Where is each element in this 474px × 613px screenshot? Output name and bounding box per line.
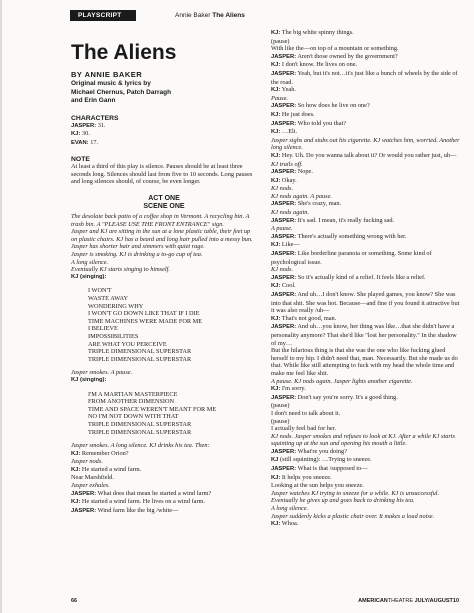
dialogue-text: What does that mean he started a wind farm? (96, 489, 212, 497)
speaker-name: KJ: (71, 450, 81, 457)
credits (71, 80, 257, 106)
dialogue-text: What is that /supposed to— (296, 465, 368, 473)
dialogue-line (271, 86, 463, 95)
dialogue-line (271, 520, 463, 529)
lyric-line: TIME MACHINES WERE MADE FOR ME (88, 317, 203, 325)
dialogue-continuation: I actually feel bad for her. (271, 425, 337, 433)
speaker-cue: KJ (singing): (71, 273, 107, 280)
dialogue-text: He started a wind farm. (80, 465, 142, 473)
play-title: The Aliens (71, 41, 177, 64)
dialogue-text: Like borderline paranoia or something. Some kind of psychological issue. (271, 250, 432, 266)
dialogue-text: I'm sorry. (280, 385, 306, 393)
dialogue-line (71, 490, 257, 499)
speaker-name: KJ: (71, 499, 81, 506)
dialogue-line (271, 70, 463, 86)
dialogue-continuation: Near Marshfield. (71, 474, 115, 482)
page-number: 66 (71, 598, 78, 604)
speaker-name: KJ: (271, 386, 281, 393)
dialogue-line (271, 168, 463, 177)
lyric-line: TRIPLE DIMENSIONAL SUPERSTAR (88, 355, 192, 363)
speaker-name: JASPER: (271, 251, 297, 258)
speaker-name: KJ: (271, 87, 281, 94)
lyric-line: TIME AND SPACE WEREN'T MEANT FOR ME (88, 405, 217, 413)
speaker-name: JASPER: (271, 466, 297, 473)
dialogue-continuation: (pause) (271, 417, 290, 425)
magazine-name: AMERICAN (358, 598, 388, 604)
characters-heading: CHARACTERS (71, 114, 119, 122)
stage-direction: Jasper exhales. (71, 482, 110, 490)
dialogue-text: And uh…you know, her thing was like…that she didn't have a personality anymore? That she'd like "lost her personality." In the shadow of my… (271, 323, 457, 347)
dialogue-line (271, 465, 463, 474)
character-age: 30. (81, 130, 90, 138)
dialogue-text: Aren't those owned by the government? (296, 52, 398, 60)
dialogue-text: The big white spinny things. (280, 29, 354, 36)
dialogue-text: Yeah, but it's not…it's just like a bunch of wheels by the side of the road. (271, 69, 458, 86)
speaker-name: KJ: (271, 62, 281, 69)
dialogue-line (271, 315, 463, 324)
speaker-name: JASPER: (271, 274, 297, 281)
dialogue-line (71, 498, 257, 507)
dialogue-text: Wind farm like the big /white— (96, 506, 179, 514)
dialogue-line (271, 282, 463, 291)
section-tag: PLAYSCRIPT (70, 10, 136, 21)
dialogue-text: Remember Orion? (80, 449, 129, 457)
credit-line: and Erin Gann (71, 97, 116, 104)
stage-direction: KJ nods again. (271, 209, 309, 217)
dialogue-text: And uh…I don't know. She played games, you know? She was into that shit. She was hot. Because—and fine if you found it attractive but it was also really /uh— (271, 291, 460, 315)
lyric-line: NO I'M NOT DOWN WITH THAT (88, 413, 179, 421)
running-head (175, 12, 245, 19)
dialogue-line (271, 120, 463, 129)
character-age: 17. (90, 138, 99, 146)
byline: BY ANNIE BAKER (71, 70, 143, 79)
dialogue-line (271, 102, 463, 111)
speaker-name: JASPER: (271, 201, 297, 208)
speaker-name: KJ: (271, 315, 281, 322)
stage-direction: KJ nods again. A pause. (271, 192, 332, 200)
speaker-name: JASPER: (71, 507, 97, 514)
dialogue-line (271, 177, 463, 186)
act-title: ACT ONE (148, 195, 180, 203)
character-row (71, 130, 257, 139)
stage-direction: KJ nods. (271, 185, 294, 193)
stage-direction: KJ nods. (271, 266, 294, 274)
speaker-name: KJ: (271, 177, 281, 184)
dialogue-line (271, 394, 463, 403)
dialogue-text: It helps you sneeze. (280, 473, 332, 481)
speaker-name: JASPER: (271, 217, 297, 224)
issue-date: JULY/AUGUST10 (414, 598, 459, 604)
dialogue-text: Whoa. (280, 520, 299, 528)
lyric-line: ARE WHAT YOU PERCEIVE (88, 340, 167, 348)
dialogue-text: She's crazy, man. (296, 200, 342, 208)
dialogue-text: That's not good, man. (280, 314, 337, 322)
stage-direction: A long silence. (71, 258, 109, 266)
speaker-name: KJ: (271, 283, 281, 290)
character-name: JASPER: (71, 122, 97, 129)
dialogue-line (271, 111, 463, 120)
character-name: KJ: (71, 131, 81, 138)
lyric-line: TRIPLE DIMENSIONAL SUPERSTAR (88, 420, 192, 428)
stage-direction: KJ trails off. (271, 160, 303, 168)
credit-line: Original music & lyrics by (71, 80, 151, 87)
dialogue-line (271, 152, 463, 161)
speaker-name: KJ: (271, 242, 281, 249)
stage-direction: Jasper and KJ are sitting in the sun at a lone plastic table, their feet up on plastic chairs. KJ has a beard and long hair pulled into a messy bun. Jasper has shorter hair and simmers with quiet rage. (71, 228, 253, 251)
speaker-name: JASPER: (271, 292, 297, 298)
lyric-line: TRIPLE DIMENSIONAL SUPERSTAR (88, 428, 192, 436)
stage-direction: A pause. KJ nods again. Jasper lights another cigarette. (271, 377, 413, 385)
dialogue-continuation: But the hilarious thing is that she was the one who like fucking glued herself to my hip. I didn't need that, man. Necessarily. But she made us do that. While like still attempting to fuck with my head the whole time and make me feel like shit. (271, 347, 458, 377)
stage-direction: Jasper smokes. A pause. (71, 369, 133, 377)
speaker-name: JASPER: (271, 324, 297, 331)
dialogue-block (71, 450, 257, 516)
lyrics-block (71, 287, 257, 363)
speaker-name: JASPER: (271, 233, 297, 240)
stage-direction: Jasper sighs and stubs out his cigarette. KJ watches him, worried. Another long silence. (271, 136, 460, 152)
dialogue-text: He started a wind farm. He lives on a wind farm. (80, 498, 206, 506)
dialogue-line (71, 507, 257, 516)
dialogue-line (271, 291, 463, 315)
dialogue-text: Hey. Uh. Do you wanna talk about it? Or would you rather just, uh— (280, 151, 457, 159)
stage-direction: Jasper nods. (71, 458, 103, 466)
dialogue-text: It's sad. I mean, it's really fucking sad. (296, 216, 395, 224)
character-row (71, 139, 257, 148)
dialogue-text: What're you doing? (296, 447, 347, 455)
speaker-name: KJ: (271, 474, 281, 481)
lyric-line: IMPOSSIBILITIES (88, 332, 139, 340)
page-edge (0, 0, 2, 613)
dialogue-text: Cool. (280, 282, 296, 290)
dialogue-text: Don't say you're sorry. It's a good thing. (296, 393, 398, 401)
running-head-author: Annie Baker (175, 12, 211, 19)
stage-direction: Eventually KJ starts singing to himself. (71, 266, 170, 274)
speaker-name: JASPER: (271, 448, 297, 455)
speaker-name: JASPER: (271, 120, 297, 127)
act-heading (71, 195, 257, 211)
lyric-line: I WON'T (88, 287, 112, 295)
lyric-line: I BELIEVE (88, 325, 118, 333)
dialogue-text: Who told you that? (296, 119, 347, 127)
speaker-name: KJ: (271, 129, 281, 136)
dialogue-text: There's actually something wrong with her. (296, 232, 407, 240)
speaker-name: JASPER: (271, 70, 297, 77)
stage-direction: A pause. (271, 225, 293, 233)
dialogue-line (271, 448, 463, 457)
dialogue-line (271, 29, 463, 38)
scene-title: SCENE ONE (143, 203, 185, 211)
speaker-name: KJ (271, 457, 279, 464)
dialogue-line (271, 456, 463, 465)
dialogue-line (271, 217, 463, 226)
dialogue-text: (still squinting): …Trying to sneeze. (278, 456, 372, 464)
dialogue-line (271, 474, 463, 483)
stage-direction: Jasper smokes. A long silence. KJ drinks his tea. Then: (71, 442, 210, 450)
stage-direction: Jasper suddenly kicks a plastic chair over. It makes a loud noise. (271, 512, 435, 520)
dialogue-text: So how does he live on one? (296, 102, 370, 110)
dialogue-continuation: With like the—on top of a mountain or something. (271, 45, 399, 53)
dialogue-continuation: (pause) (271, 37, 290, 45)
magazine-name-2: THEATRE (387, 598, 414, 604)
dialogue-text: …Eli. (280, 128, 298, 136)
dialogue-continuation: I don't need to talk about it. (271, 409, 341, 417)
dialogue-text: Yeah. (280, 86, 296, 94)
lyrics-block (71, 391, 257, 437)
dialogue-line (271, 385, 463, 394)
stage-direction: Jasper watches KJ trying to sneeze for a while. KJ is unsuccessful. Eventually he gives up and goes back to drinking his tea. (271, 489, 440, 505)
character-name: EVAN: (71, 139, 89, 146)
dialogue-line (71, 450, 257, 459)
lyric-line: TRIPLE DIMENSIONAL SUPERSTAR (88, 348, 192, 356)
character-age: 31. (97, 121, 106, 129)
dialogue-line (271, 241, 463, 250)
dialogue-line (271, 53, 463, 62)
character-row (71, 122, 257, 131)
stage-direction: A long silence. (271, 505, 309, 513)
lyric-line: WASTE AWAY (88, 295, 129, 302)
dialogue-line (271, 128, 463, 137)
dialogue-text: So it's actually kind of a relief. It feels like a relief. (296, 273, 426, 281)
speaker-name: JASPER: (271, 53, 297, 60)
dialogue-continuation: (pause) (271, 402, 290, 410)
dialogue-text: I don't know. He lives on one. (280, 61, 358, 69)
dialogue-line (271, 61, 463, 70)
lyric-line: I'M A MARTIAN MASTERPIECE (88, 390, 178, 398)
dialogue-line (71, 466, 257, 475)
dialogue-text: Like— (280, 241, 300, 249)
lyric-line: FROM ANOTHER DIMENSION (88, 398, 175, 406)
magazine-footer (358, 598, 459, 604)
left-column (71, 42, 257, 515)
dialogue-text: He just does. (280, 110, 315, 118)
dialogue-line (271, 250, 463, 266)
dialogue-line (271, 274, 463, 283)
stage-direction: Jasper is smoking. KJ is drinking a to-go cup of tea. (71, 251, 203, 259)
dialogue-continuation: Looking at the sun helps you sneeze. (271, 482, 364, 490)
speaker-name: KJ: (71, 466, 81, 473)
speaker-cue: KJ (singing): (71, 376, 107, 383)
speaker-name: JASPER: (271, 103, 297, 110)
dialogue-line (271, 233, 463, 242)
speaker-name: KJ: (271, 152, 281, 159)
speaker-name: KJ: (271, 111, 281, 118)
page-header (70, 10, 410, 24)
speaker-name: JASPER: (271, 169, 297, 176)
speaker-name: KJ: (271, 521, 281, 528)
dialogue-text: Nope. (296, 168, 313, 176)
note-heading: NOTE (71, 156, 90, 164)
speaker-name: JASPER: (271, 394, 297, 401)
stage-direction: KJ nods. Jasper smokes and refuses to look at KJ. After a while KJ starts squinting up at the sun and opening his mouth a little. (271, 432, 455, 448)
lyric-line: WONDERING WHY (88, 302, 144, 310)
dialogue-line (271, 200, 463, 209)
speaker-name: KJ: (271, 30, 281, 36)
lyric-line: I WON'T GO DOWN LIKE THAT IF I DIE (88, 310, 200, 318)
running-head-play: The Aliens (212, 12, 245, 19)
speaker-name: JASPER: (71, 490, 97, 497)
stage-direction: The desolate back patio of a coffee shop in Vermont. A recycling bin. A trash bin. A "PLEASE USE THE FRONT ENTRANCE" sign. (71, 213, 250, 228)
credit-line: Michael Chernus, Patch Darragh (71, 88, 172, 96)
stage-direction: Pause. (271, 94, 288, 102)
dialogue-text: Okay. (280, 176, 297, 184)
note-text: At least a third of this play is silence. Pauses should be at least three seconds long. Silences should last from five to 10 seconds. Long pauses and long silences should, of course, be even longer. (71, 163, 253, 186)
dialogue-line (271, 323, 463, 347)
right-column (271, 29, 463, 529)
